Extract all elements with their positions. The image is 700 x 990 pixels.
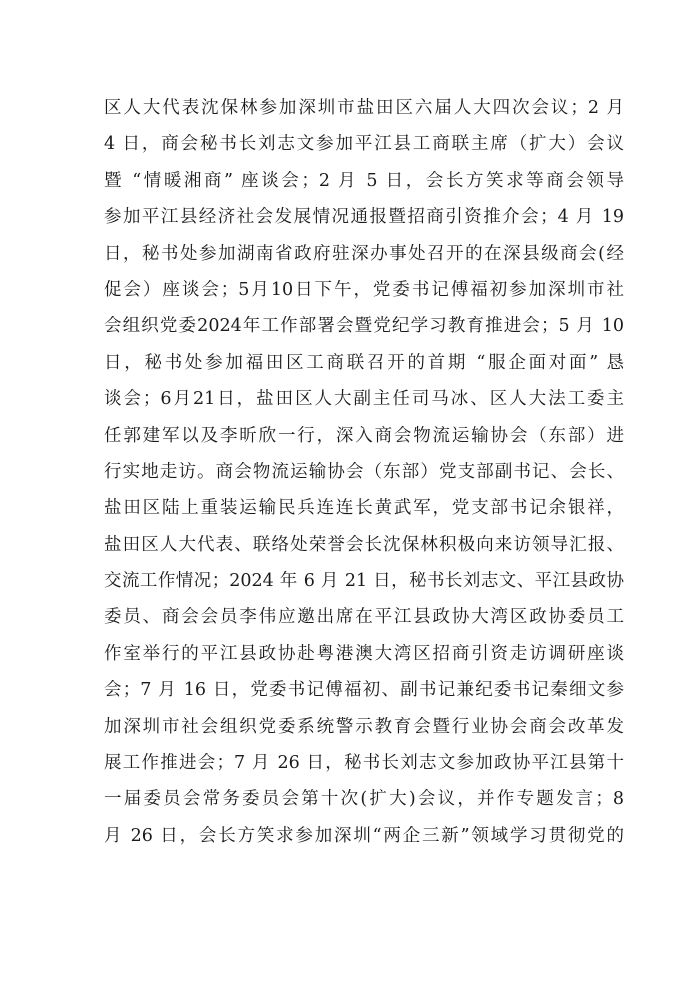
text-line: 作室举行的平江县政协赴粤港澳大湾区招商引资走访调研座谈 [104,643,624,664]
text-line: 暨 “情暖湘商” 座谈会；2 月 5 日，会长方笑求等商会领导 [104,170,624,191]
text-line: 加深圳市社会组织党委系统警示教育会暨行业协会商会改革发 [104,716,624,737]
text-line: 展工作推进会；7 月 26 日，秘书长刘志文参加政协平江县第十 [104,753,624,774]
text-line: 谈会；6月21日，盐田区人大副主任司马冰、区人大法工委主 [104,389,624,410]
text-line: 日，秘书处参加福田区工商联召开的首期 “服企面对面” 恳 [104,352,624,373]
text-line: 任郭建军以及李昕欣一行，深入商会物流运输协会（东部）进 [104,425,624,446]
text-line: 参加平江县经济社会发展情况通报暨招商引资推介会；4 月 19 [104,207,624,228]
text-line: 区人大代表沈保林参加深圳市盐田区六届人大四次会议；2 月 [104,98,624,118]
text-line: 4 日，商会秘书长刘志文参加平江县工商联主席（扩大）会议 [104,134,624,155]
text-line: 交流工作情况；2024 年 6 月 21 日，秘书长刘志文、平江县政协 [104,571,624,592]
text-line: 委员、商会会员李伟应邀出席在平江县政协大湾区政协委员工 [104,607,624,628]
text-line: 促会）座谈会；5月10日下午，党委书记傅福初参加深圳市社 [104,279,624,300]
text-line: 日，秘书处参加湖南省政府驻深办事处召开的在深县级商会(经 [104,243,624,264]
text-line: 一届委员会常务委员会第十次(扩大)会议，并作专题发言；8 [104,789,624,810]
text-line: 盐田区陆上重装运输民兵连连长黄武军，党支部书记余银祥， [104,498,624,519]
text-line: 会；7 月 16 日，党委书记傅福初、副书记兼纪委书记秦细文参 [104,680,624,701]
text-line: 月 26 日，会长方笑求参加深圳“两企三新”领域学习贯彻党的 [104,825,624,846]
text-line: 会组织党委2024年工作部署会暨党纪学习教育推进会；5 月 10 [104,316,624,337]
body-text [104,90,624,854]
text-line: 行实地走访。商会物流运输协会（东部）党支部副书记、会长、 [104,461,624,482]
text-line: 盐田区人大代表、联络处荣誉会长沈保林积极向来访领导汇报、 [104,534,624,555]
